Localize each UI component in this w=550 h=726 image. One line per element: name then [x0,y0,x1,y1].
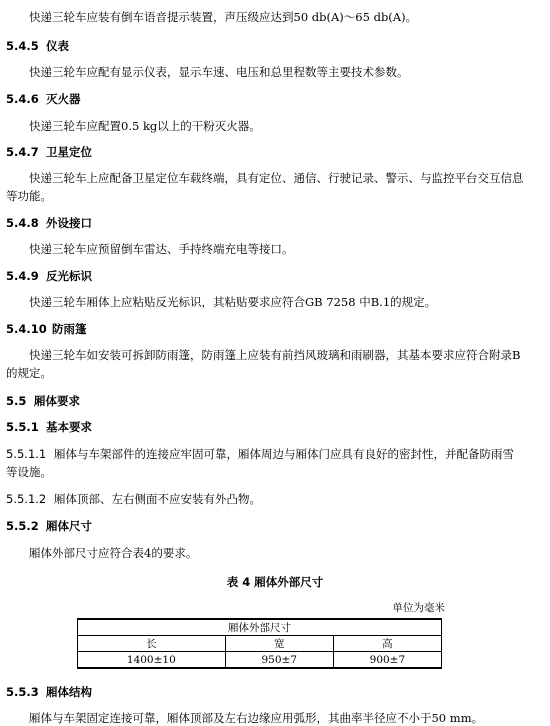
section-number: 5.4.8 [6,216,39,230]
cell-height: 900±7 [333,652,441,669]
table-caption: 表 4 厢体外部尺寸 [226,575,324,589]
table-group-header: 厢体外部尺寸 [78,619,442,636]
section-number: 5.4.7 [6,145,39,159]
heading-5-4-8 [0,215,550,231]
paragraph-gps-line-2: 等功能。 [6,189,52,203]
column-header-height: 高 [333,636,441,652]
section-title: 灭火器 [46,92,81,106]
clause-5-5-1-2 [0,491,550,507]
column-header-width: 宽 [225,636,333,652]
clause-number: 5.5.1.2 [6,492,47,506]
section-number: 5.5 [6,394,27,408]
heading-5-5 [0,393,550,409]
section-title: 反光标识 [46,269,92,283]
heading-5-4-5 [0,38,550,54]
table-row [78,619,442,636]
paragraph-voice: 快递三轮车应装有倒车语音提示装置，声压级应达到50 db(A)～65 db(A)。 [29,10,418,24]
section-title: 厢体结构 [46,685,92,699]
paragraph-meter: 快递三轮车应配有显示仪表，显示车速、电压和总里程数等主要技术参数。 [29,65,409,79]
heading-5-5-3 [0,684,550,700]
paragraph-reflect: 快递三轮车厢体上应粘贴反光标识，其粘贴要求应符合GB 7258 中B.1的规定。 [29,295,437,309]
section-title: 仪表 [46,39,69,53]
section-number: 5.5.1 [6,420,39,434]
section-number: 5.5.3 [6,685,39,699]
table-row [78,652,442,669]
clause-5-5-1-1-line-2: 等设施。 [6,465,52,479]
table-unit: 单位为毫米 [392,602,445,614]
clause-text: 厢体与车架部件的连接应牢固可靠，厢体周边与厢体门应具有良好的密封性，并配备防雨雪 [54,447,514,461]
paragraph-size: 厢体外部尺寸应符合表4的要求。 [29,546,198,560]
section-title: 卫星定位 [46,145,92,159]
cell-width: 950±7 [225,652,333,669]
table-row [78,636,442,652]
paragraph-gps-line-1: 快递三轮车上应配备卫星定位车载终端，具有定位、通信、行驶记录、警示、与监控平台交互信息 [29,171,524,185]
section-number: 5.4.9 [6,269,39,283]
column-header-length: 长 [78,636,226,652]
section-number: 5.4.5 [6,39,39,53]
paragraph-rain-line-1: 快递三轮车如安装可拆卸防雨篷，防雨篷上应装有前挡风玻璃和雨刷器，其基本要求应符合附录B [29,348,521,362]
cell-length: 1400±10 [78,652,226,669]
section-title: 厢体要求 [34,394,80,408]
section-title: 外设接口 [46,216,92,230]
heading-5-5-2 [0,518,550,534]
paragraph-structure: 厢体与车架固定连接可靠，厢体顶部及左右边缘应用弧形，其曲率半径应不小于50 mm。 [29,711,484,725]
clause-text: 厢体顶部、左右侧面不应安装有外凸物。 [54,492,261,506]
heading-5-4-9 [0,268,550,284]
heading-5-4-7 [0,144,550,160]
section-number: 5.4.6 [6,92,39,106]
clause-number: 5.5.1.1 [6,447,47,461]
paragraph-fire: 快递三轮车应配置0.5 kg以上的干粉灭火器。 [29,119,261,133]
section-number: 5.4.10 [6,322,47,336]
clause-5-5-1-1-line-1 [0,446,550,462]
section-title: 基本要求 [46,420,92,434]
heading-5-4-6 [0,91,550,107]
section-title: 厢体尺寸 [46,519,92,533]
heading-5-5-1 [0,419,550,435]
section-number: 5.5.2 [6,519,39,533]
heading-5-4-10 [0,321,550,337]
paragraph-port: 快递三轮车应预留倒车雷达、手持终端充电等接口。 [29,242,294,256]
section-title: 防雨篷 [52,322,87,336]
dimension-table [77,618,442,669]
paragraph-rain-line-2: 的规定。 [6,366,52,380]
